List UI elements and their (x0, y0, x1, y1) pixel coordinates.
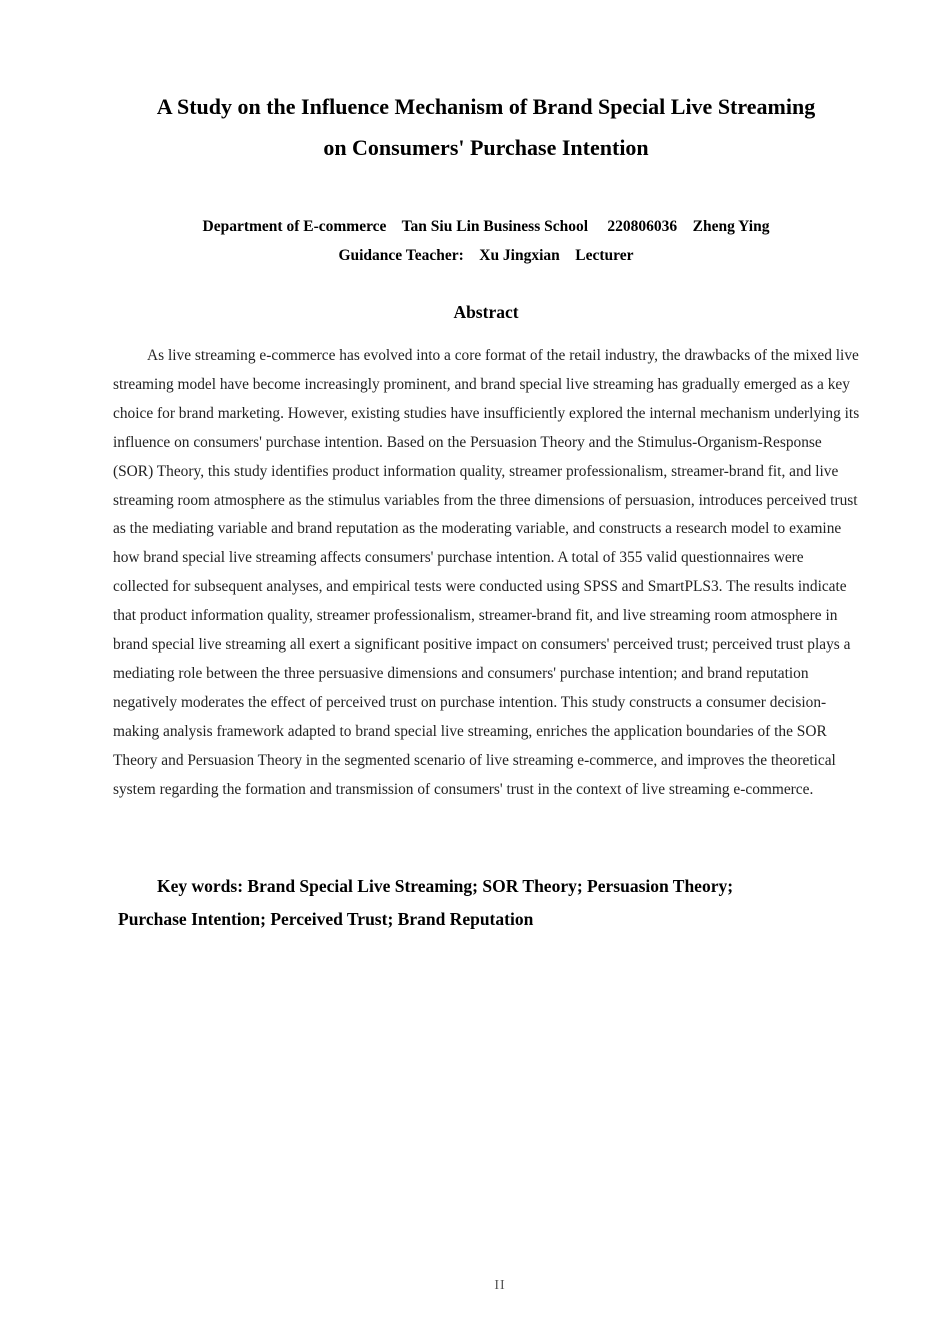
keywords (118, 870, 838, 936)
author-info (100, 212, 872, 270)
keywords-line-2: Purchase Intention; Perceived Trust; Brand Reputation (118, 909, 534, 929)
author-affiliation-line: Department of E-commerce Tan Siu Lin Business School 220806036 Zheng Ying (202, 218, 770, 235)
paper-title (100, 86, 872, 168)
paper-title-line-1: A Study on the Influence Mechanism of Brand Special Live Streaming (156, 94, 816, 119)
keywords-line-1: Key words: Brand Special Live Streaming; SOR Theory; Persuasion Theory; (157, 876, 734, 896)
paper-title-line-2: on Consumers' Purchase Intention (323, 135, 649, 160)
page-number: II (494, 1278, 506, 1293)
abstract-body: As live streaming e-commerce has evolved into a core format of the retail industry, the drawbacks of the mixed live streaming model have become increasingly prominent, and brand special live streaming has gradually emerged as a key choice for brand marketing. However, existing studies have insufficiently explored the internal mechanism underlying its influence on consumers' purchase intention. Based on the Persuasion Theory and the Stimulus-Organism-Response (SOR) Theory, this study identifies product information quality, streamer professionalism, streamer-brand fit, and live streaming room atmosphere as the stimulus variables from the three dimensions of persuasion, introduces perceived trust as the mediating variable and brand reputation as the moderating variable, and constructs a research model to examine how brand special live streaming affects consumers' purchase intention. A total of 355 valid questionnaires were collected for subsequent analyses, and empirical tests were conducted using SPSS and SmartPLS3. The results indicate that product information quality, streamer professionalism, streamer-brand fit, and live streaming room atmosphere in brand special live streaming all exert a significant positive impact on consumers' perceived trust; perceived trust plays a mediating role between the three persuasive dimensions and consumers' purchase intention; and brand reputation negatively moderates the effect of perceived trust on purchase intention. This study constructs a consumer decision-making analysis framework adapted to brand special live streaming, enriches the application boundaries of the SOR Theory and Persuasion Theory in the segmented scenario of live streaming e-commerce, and improves the theoretical system regarding the formation and transmission of consumers' trust in the context of live streaming e-commerce. (113, 347, 860, 798)
advisor-line: Guidance Teacher: Xu Jingxian Lecturer (338, 247, 634, 264)
abstract-heading: Abstract (453, 302, 519, 322)
